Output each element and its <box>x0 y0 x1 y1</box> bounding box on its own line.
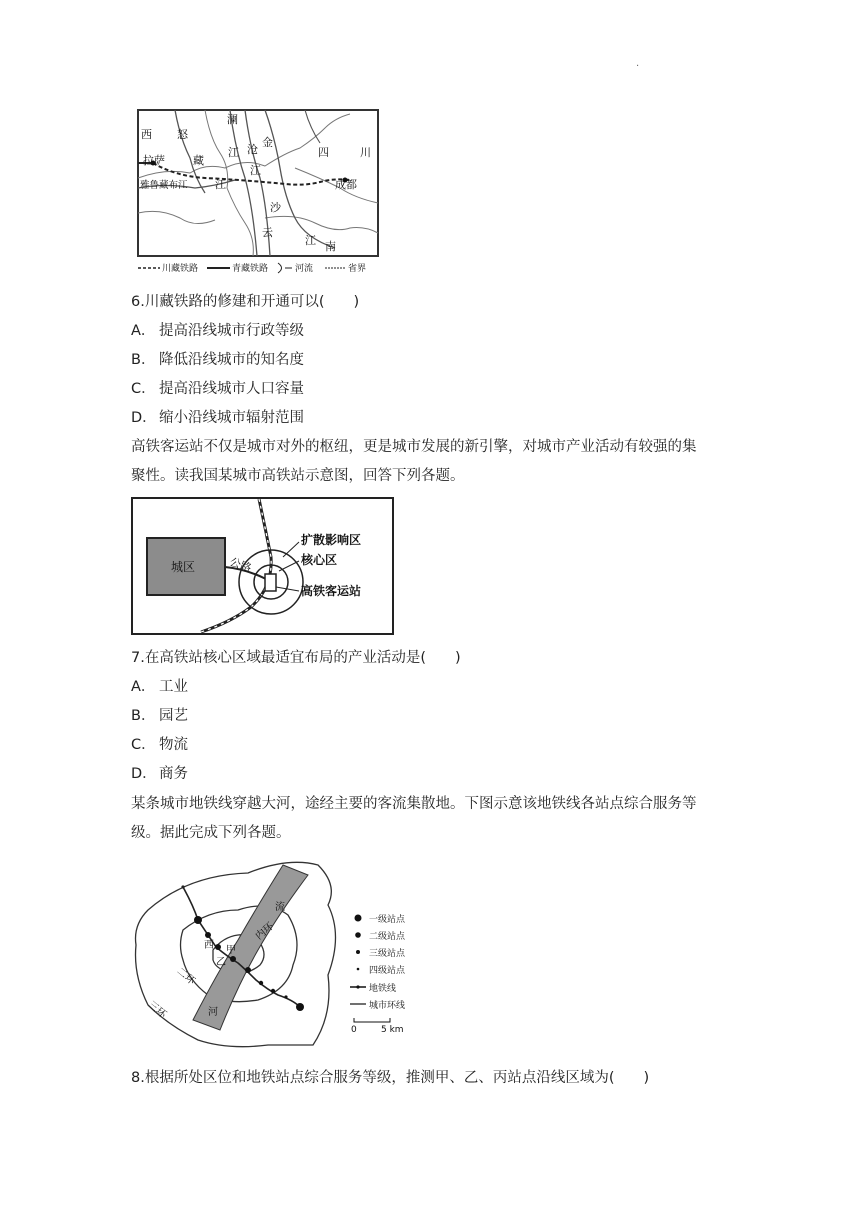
legend-river: 河流 <box>295 264 314 274</box>
third-ring-label: 三环 <box>145 999 169 1021</box>
legend-level1: 一级站点 <box>369 915 406 925</box>
river-label-liu: 流 <box>275 902 285 913</box>
label-zang: 藏 <box>193 154 204 167</box>
label-chuan: 川 <box>360 146 371 159</box>
city-label: 城区 <box>171 560 196 574</box>
river-label-he: 河 <box>208 1007 218 1018</box>
label-chengdu: 成都 <box>335 178 357 191</box>
q7-stem: 7.在高铁站核心区域最适宜布局的产业活动是( ) <box>131 650 461 666</box>
q6-option-c: C． 提高沿线城市人口容量 <box>131 381 304 397</box>
label-cang: 沧 <box>247 143 258 156</box>
label-xi: 西 <box>141 128 152 141</box>
label-nan: 南 <box>325 240 336 253</box>
legend-province-boundary: 省界 <box>348 264 367 274</box>
scale-five: 5 km <box>381 1025 404 1035</box>
scale-zero: 0 <box>351 1025 357 1035</box>
label-yun: 云 <box>262 226 273 239</box>
legend-level4: 四级站点 <box>369 966 406 976</box>
label-jin: 金 <box>262 136 273 149</box>
q6-option-a: A． 提高沿线城市行政等级 <box>131 323 304 339</box>
core-zone-label: 核心区 <box>301 553 338 567</box>
legend-subway-line: 地铁线 <box>369 984 397 994</box>
inner-ring-label: 内环 <box>253 920 277 943</box>
label-jiang1: 江 <box>228 146 239 159</box>
q7-option-d: D． 商务 <box>131 766 188 782</box>
high-speed-rail-station-map <box>131 497 395 637</box>
corner-mark: . <box>636 58 640 69</box>
passage2-line2: 级。据此完成下列各题。 <box>131 825 291 841</box>
diffusion-zone-label: 扩散影响区 <box>301 533 362 547</box>
station-jia-label: 甲 <box>226 945 236 956</box>
label-jiang4: 江 <box>305 234 316 247</box>
station-yi-label: 乙 <box>216 957 226 968</box>
q6-option-b: B． 降低沿线城市的知名度 <box>131 352 304 368</box>
label-nu: 怒 <box>177 128 188 141</box>
legend-sichuan-tibet: 川藏铁路 <box>162 264 199 274</box>
passage1-line1: 高铁客运站不仅是城市对外的枢纽，更是城市发展的新引擎，对城市产业活动有较强的集 <box>131 439 697 455</box>
label-lan: 澜 <box>227 113 238 126</box>
q8-stem: 8.根据所处区位和地铁站点综合服务等级，推测甲、乙、丙站点沿线区域为( ) <box>131 1070 650 1086</box>
legend-level2: 二级站点 <box>369 932 406 942</box>
q7-option-b: B． 园艺 <box>131 708 188 724</box>
subway-line-map <box>128 855 428 1055</box>
passage2-line1: 某条城市地铁线穿越大河，途经主要的客流集散地。下图示意该地铁线各站点综合服务等 <box>131 796 697 812</box>
second-ring-label: 二环 <box>174 965 197 988</box>
legend-ring-road: 城市环线 <box>369 1001 406 1011</box>
legend-level3: 三级站点 <box>369 949 406 959</box>
passage1-line2: 聚性。读我国某城市高铁站示意图，回答下列各题。 <box>131 468 465 484</box>
label-yalu: 雅鲁藏布江 <box>140 180 188 191</box>
q6-stem: 6.川藏铁路的修建和开通可以( ) <box>131 294 360 310</box>
q7-option-a: A． 工业 <box>131 679 188 695</box>
road-label: 公路 <box>228 555 254 576</box>
q7-option-c: C． 物流 <box>131 737 188 753</box>
station-label: 高铁客运站 <box>301 584 362 598</box>
label-jiang3: 江 <box>250 164 261 177</box>
label-si: 四 <box>318 146 329 159</box>
station-xi-label: 西 <box>204 940 214 951</box>
legend-qinghai-tibet: 青藏铁路 <box>232 264 269 274</box>
label-jiang2: 江 <box>215 178 226 191</box>
q6-option-d: D． 缩小沿线城市辐射范围 <box>131 410 304 426</box>
sichuan-tibet-railway-map <box>135 108 385 276</box>
label-sha: 沙 <box>270 201 281 214</box>
label-lasa: 拉萨 <box>143 154 165 167</box>
